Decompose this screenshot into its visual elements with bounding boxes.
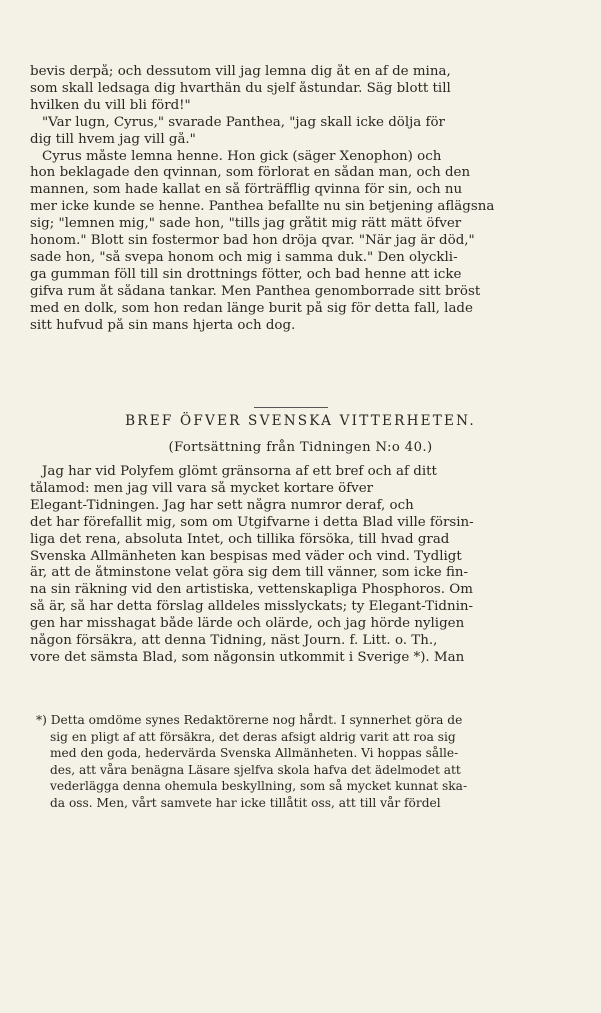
footnote-line: sig en pligt af att försäkra, det deras afsigt aldrig varit att roa sig: [50, 729, 456, 744]
text-line: Jag har vid Polyfem glömt gränsorna af ett bref och af ditt: [42, 464, 437, 479]
section-title: BREF ÖFVER SVENSKA VITTERHETEN.: [125, 413, 476, 429]
text-line: gen har misshagat både lärde och olärde, och jag hörde nyligen: [30, 616, 465, 632]
footnote-line: des, att våra benägna Läsare sjelfva skola hafva det ädelmodet att: [50, 762, 461, 777]
text-line: Elegant-Tidningen. Jag har sett några numror deraf, och: [30, 497, 414, 513]
text-line: dig till hvem jag vill gå.": [30, 131, 196, 147]
text-line: na sin räkning vid den artistiska, vettenskapliga Phosphoros. Om: [30, 582, 473, 598]
top-paragraphs: [30, 64, 582, 335]
text-line: sitt hufvud på sin mans hjerta och dog.: [30, 317, 296, 333]
text-line: hvilken du vill bli förd!": [30, 97, 191, 113]
text-line: det har förefallit mig, som om Utgifvarne i detta Blad ville försin-: [30, 514, 474, 530]
section-subtitle: (Fortsättning från Tidningen N:o 40.): [168, 440, 433, 455]
text-line: hon beklagade den qvinnan, som förlorat en sådan man, och den: [30, 165, 471, 181]
text-line: mannen, som hade kallat en så förträfflig qvinna för sin, och nu: [30, 182, 463, 198]
text-line: som skall ledsaga dig hvarthän du sjelf åstundar. Säg blott till: [30, 80, 451, 96]
footnote-line: da oss. Men, vårt samvete har icke tillåtit oss, att till vår fördel: [50, 795, 441, 810]
text-line: med en dolk, som hon redan länge burit på sig för detta fall, lade: [30, 300, 473, 316]
text-line: bevis derpå; och dessutom vill jag lemna dig åt en af de mina,: [30, 64, 451, 79]
text-line: ga gumman föll till sin drottnings fötter, och bad henne att icke: [30, 266, 462, 282]
text-line: mer icke kunde se henne. Panthea befallte nu sin betjening aflägsna: [30, 199, 495, 215]
text-line: gifva rum åt sådana tankar. Men Panthea genomborrade sitt bröst: [30, 283, 481, 299]
text-line: tålamod: men jag vill vara så mycket kortare öfver: [30, 480, 374, 496]
text-line: vore det sämsta Blad, som någonsin utkommit i Sverige *). Man: [30, 649, 465, 665]
footnote-line: med den goda, hedervärda Svenska Allmänheten. Vi hoppas sålle-: [50, 746, 459, 761]
footnote-line: *) Detta omdöme synes Redaktörerne nog hårdt. I synnerhet göra de: [36, 713, 463, 727]
text-line: Svenska Allmänheten kan bespisas med väder och vind. Tydligt: [30, 548, 462, 564]
footnote-line: vederlägga denna ohemula beskyllning, som så mycket kunnat ska-: [50, 779, 468, 794]
letter-body: [30, 464, 582, 667]
section-divider: [254, 407, 328, 408]
text-line: Cyrus måste lemna henne. Hon gick (säger Xenophon) och: [42, 148, 442, 164]
text-line: honom." Blott sin fostermor bad hon dröja qvar. "När jag är död,": [30, 233, 475, 249]
text-line: sade hon, "så svepa honom och mig i samma duk." Den olyckli-: [30, 249, 458, 265]
text-line: någon försäkra, att denna Tidning, näst Journ. f. Litt. o. Th.,: [30, 633, 438, 649]
text-line: är, att de åtminstone velat göra sig dem till vänner, som icke fin-: [30, 565, 469, 581]
text-line: sig; "lemnen mig," sade hon, "tills jag gråtit mig rätt mätt öfver: [30, 216, 462, 232]
footnote: [36, 712, 582, 812]
text-line: "Var lugn, Cyrus," svarade Panthea, "jag skall icke dölja för: [42, 114, 445, 130]
text-line: så är, så har detta förslag alldeles misslyckats; ty Elegant-Tidnin-: [30, 599, 474, 615]
text-line: liga det rena, absoluta Intet, och tillika försöka, till hvad grad: [30, 531, 450, 547]
